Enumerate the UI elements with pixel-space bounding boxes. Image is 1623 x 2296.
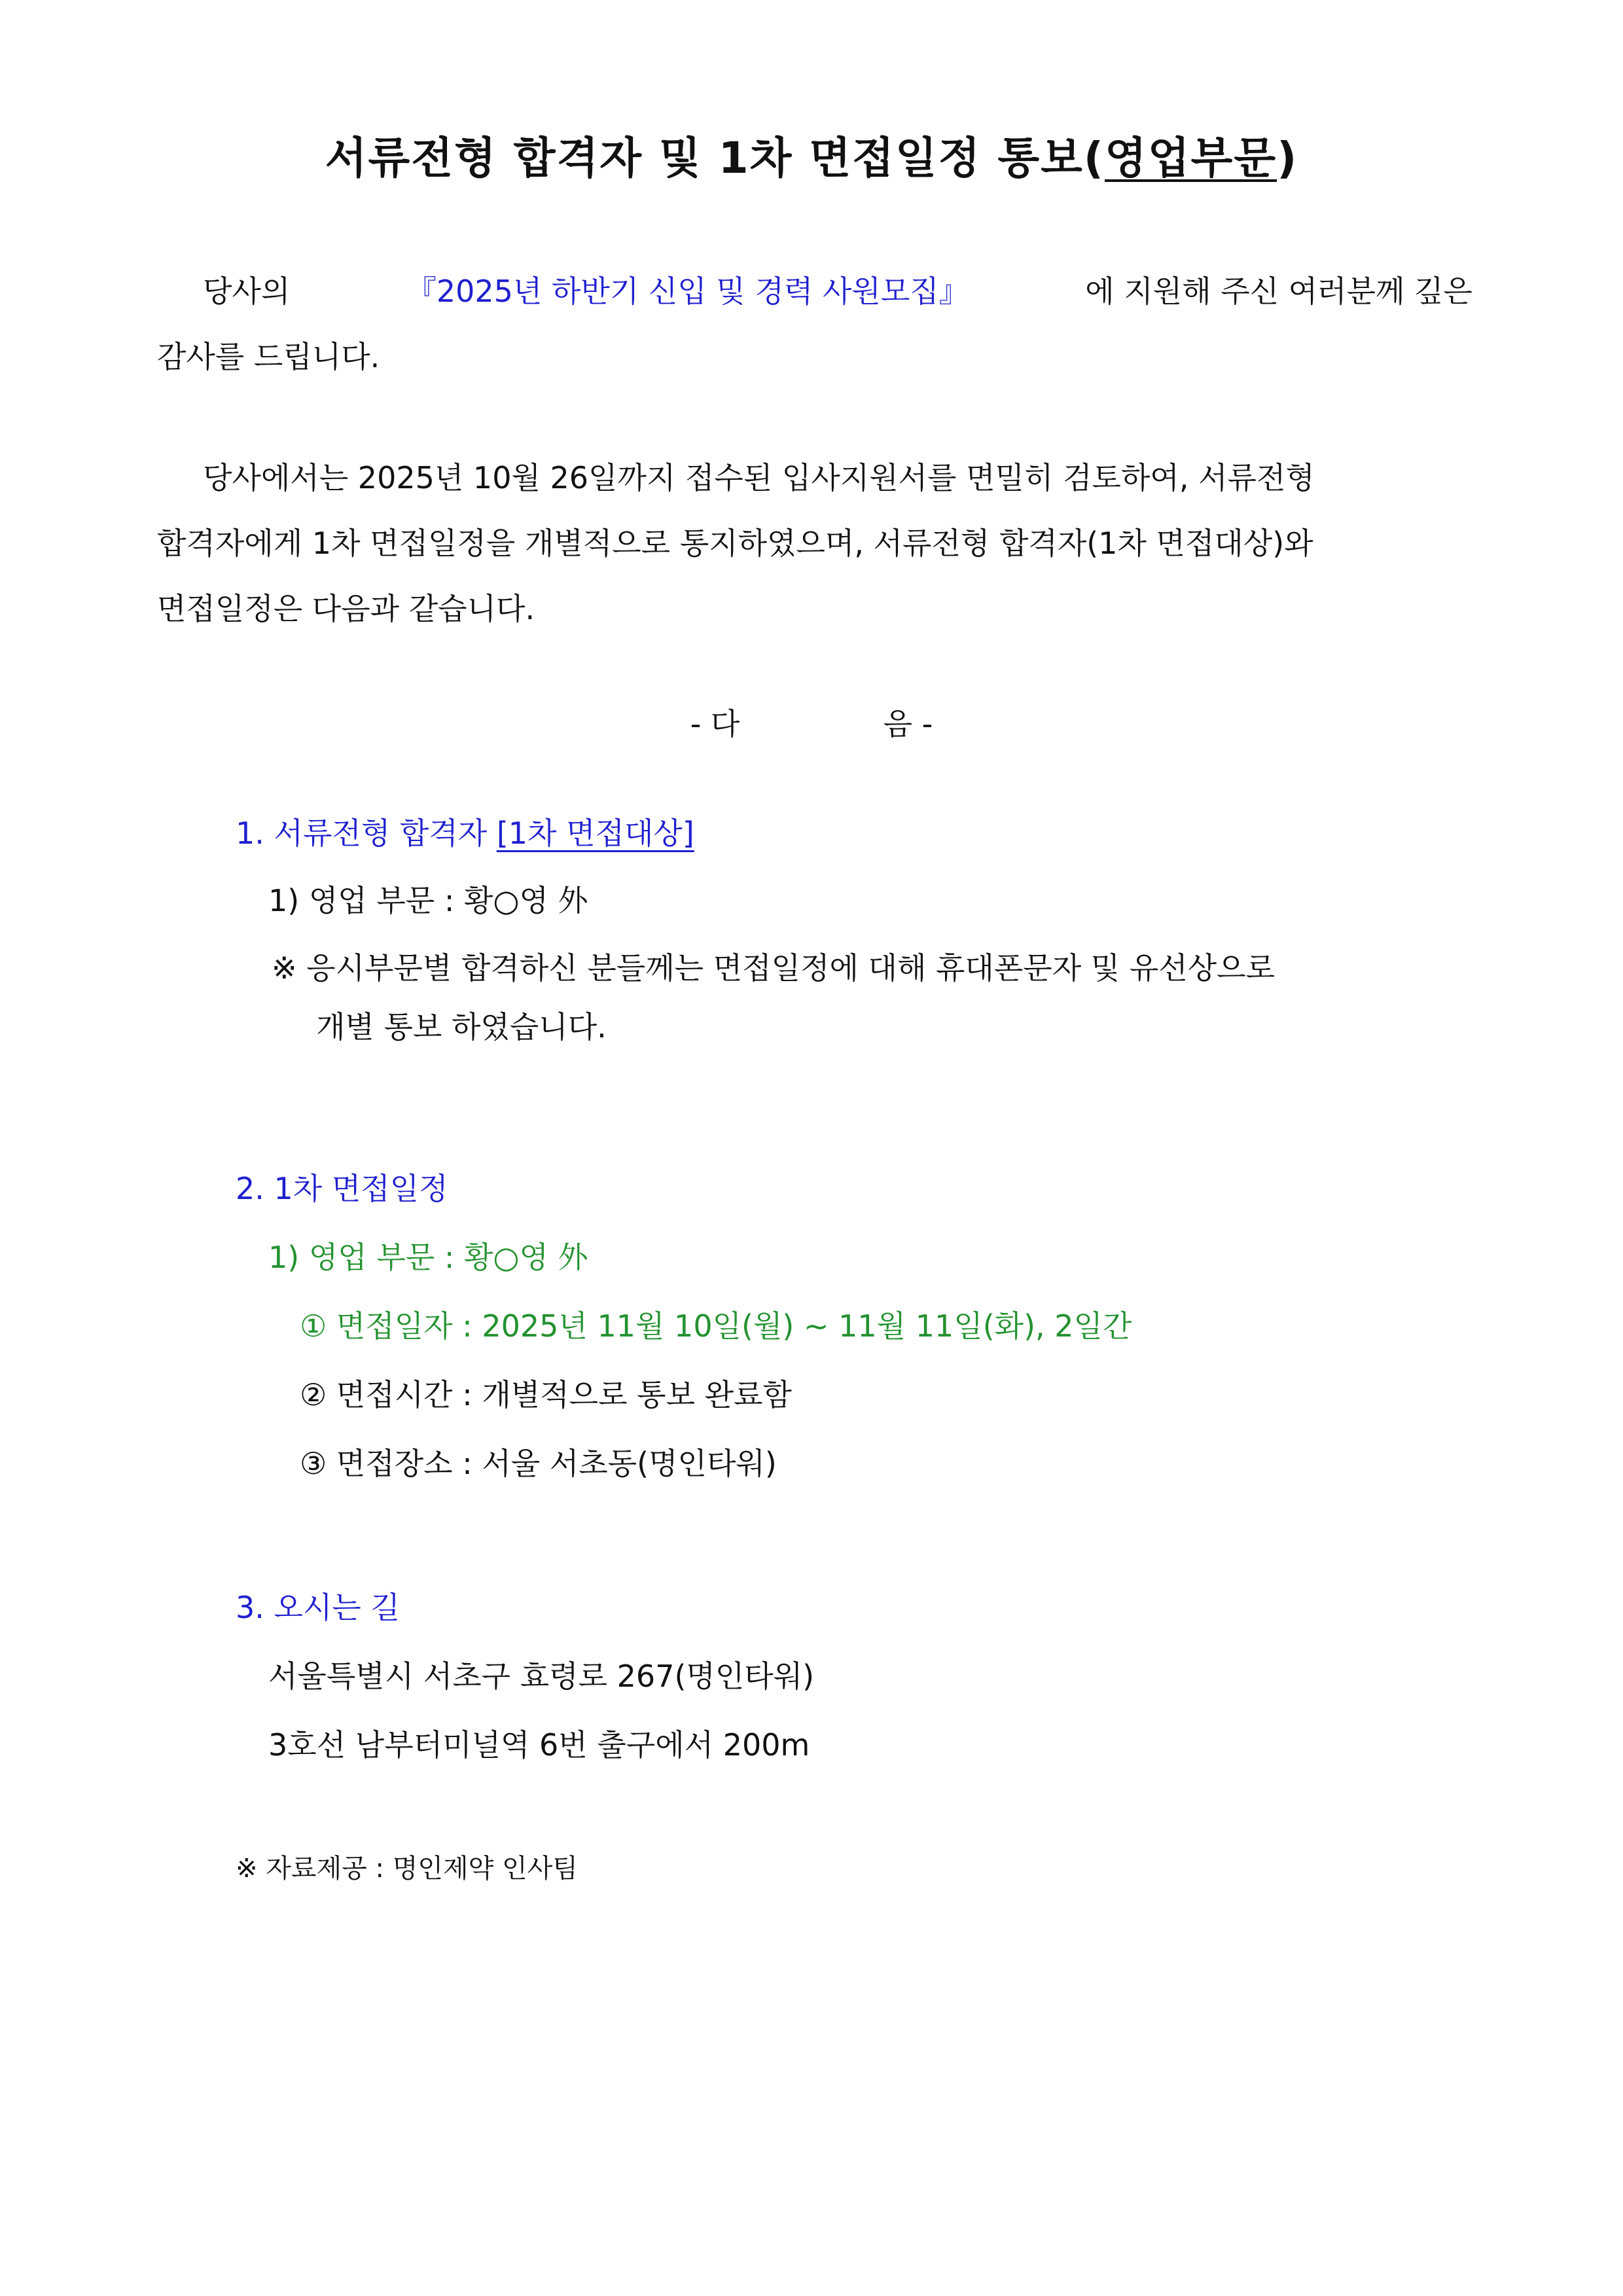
section2-heading: 2. 1차 면접일정	[236, 1171, 448, 1206]
section1-heading-bracket: [1차 면접대상]	[496, 816, 694, 851]
notice-line-2: 합격자에게 1차 면접일정을 개별적으로 통지하였으며, 서류전형 합격자(1차 면접대상)와	[157, 526, 1313, 561]
title-close: )	[1277, 133, 1298, 183]
interview-time: ② 면접시간 : 개별적으로 통보 완료함	[300, 1377, 792, 1412]
intro-line-1	[157, 259, 1472, 324]
notice-line-3: 면접일정은 다음과 같습니다.	[157, 591, 535, 626]
section1-item-sales: 1) 영업 부문 : 황○영 外	[268, 883, 588, 918]
intro-paragraph	[157, 259, 1472, 389]
directions: 3호선 남부터미널역 6번 출구에서 200m	[268, 1727, 810, 1763]
source-note: ※ 자료제공 : 명인제약 인사팀	[236, 1854, 578, 1884]
title-division: 영업부문	[1105, 133, 1277, 183]
title-main: 서류전형 합격자 및 1차 면접일정 통보(	[325, 133, 1105, 183]
section2-item-sales: 1) 영업 부문 : 황○영 外	[268, 1240, 588, 1275]
section3-heading: 3. 오시는 길	[236, 1590, 400, 1625]
interview-date: ① 면접일자 : 2025년 11월 10일(월) ~ 11월 11일(화), 2일간	[300, 1308, 1132, 1344]
section1-remark-line-1: ※ 응시부문별 합격하신 분들께는 면접일정에 대해 휴대폰문자 및 유선상으로	[272, 950, 1275, 986]
section1-heading-text: 1. 서류전형 합격자	[236, 816, 497, 851]
dasheum-heading	[0, 700, 1623, 744]
address: 서울특별시 서초구 효령로 267(명인타워)	[268, 1659, 815, 1694]
dasheum-right: 음 -	[883, 706, 933, 742]
intro-suffix: 에 지원해 주신 여러분께 깊은	[1085, 274, 1472, 309]
notice-paragraph	[157, 445, 1315, 641]
recruitment-title: 『2025년 하반기 신입 및 경력 사원모집』	[406, 274, 969, 309]
interview-place: ③ 면접장소 : 서울 서초동(명인타워)	[300, 1446, 777, 1481]
section1-heading	[236, 810, 694, 853]
notice-line-1: 당사에서는 2025년 10월 26일까지 접수된 입사지원서를 면밀히 검토하여, 서류전형	[203, 460, 1315, 495]
intro-prefix: 당사의	[203, 274, 291, 309]
dasheum-left: - 다	[690, 706, 740, 742]
intro-line-2: 감사를 드립니다.	[157, 339, 380, 374]
section1-remark-line-2: 개별 통보 하였습니다.	[316, 1009, 607, 1045]
page-title	[0, 123, 1623, 185]
